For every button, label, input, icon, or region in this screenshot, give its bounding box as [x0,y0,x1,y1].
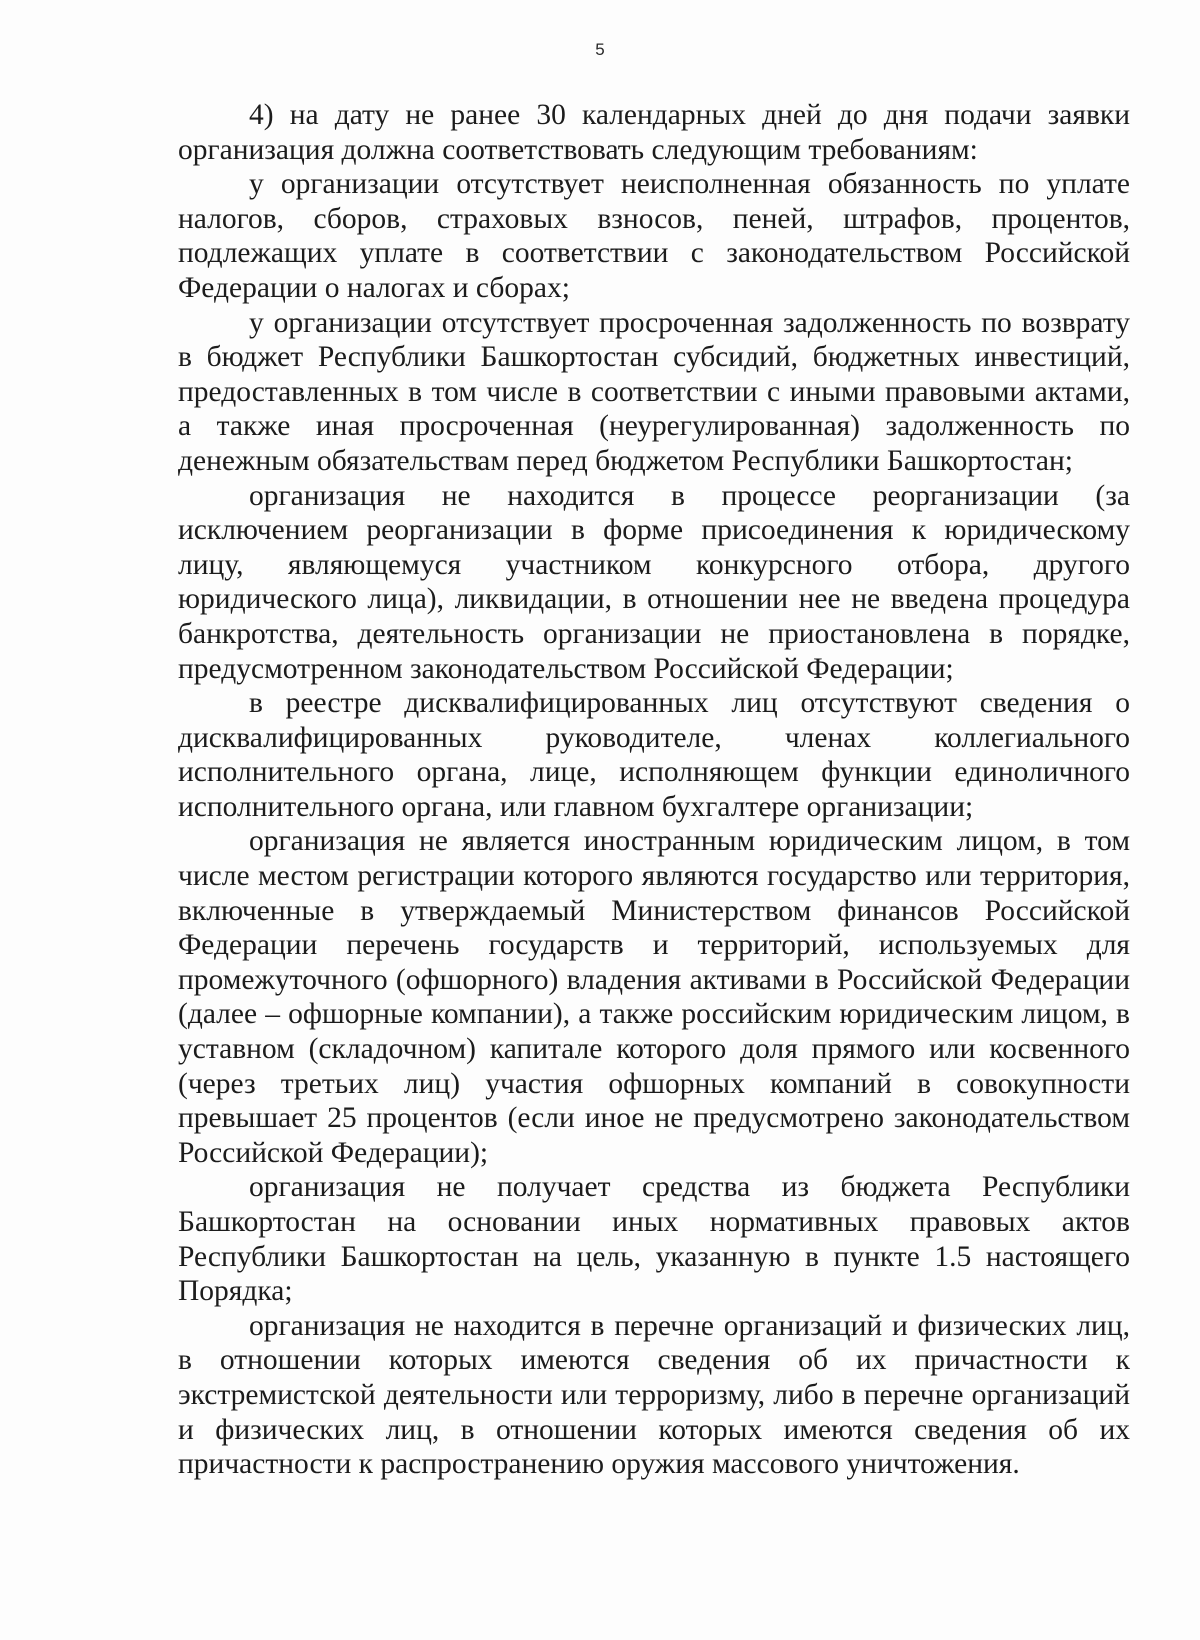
paragraph-tax-obligations: у организации отсутствует неисполненная обязанность по уплате налогов, сборов, страховых взносов, пеней, штрафов, процентов, подлежащих уплате в соответствии с законодательством Российской Федерации о налогах и сборах; [178,168,1130,304]
paragraph-extremism-list: организация не находится в перечне организаций и физических лиц, в отношении которых имеются сведения об их причастности к экстремистской деятельности или терроризму, либо в перечне организаций и физических лиц, в отношении которых имеются сведения об их причастности к распространению оружия массового уничтожения. [178,1309,1130,1481]
page-number: 5 [595,40,605,59]
paragraph-item-4: 4) на дату не ранее 30 календарных дней до дня подачи заявки организация должна соответствовать следующим требованиям: [178,99,1130,166]
paragraph-disqualified-persons: в реестре дисквалифицированных лиц отсутствуют сведения о дисквалифицированных руководителе, членах коллегиального исполнительного органа, лице, исполняющем функции единоличного исполнительного органа, или главном бухгалтере организации; [178,687,1130,823]
paragraph-other-funds: организация не получает средства из бюджета Республики Башкортостан на основании иных нормативных правовых актов Республики Башкортостан на цель, указанную в пункте 1.5 настоящего Порядка; [178,1171,1130,1308]
paragraph-offshore: организация не является иностранным юридическим лицом, в том числе местом регистрации которого являются государство или территория, включенные в утверждаемый Министерством финансов Российской Федерации перечень государств и территорий, используемых для промежуточного (офшорного) владения активами в Российской Федерации (далее – офшорные компании), а также российским юридическим лицом, в уставном (складочном) капитале которого доля прямого или косвенного (через третьих лиц) участия офшорных компаний в совокупности превышает 25 процентов (если иное не предусмотрено законодательством Российской Федерации); [178,825,1130,1169]
paragraph-budget-debt: у организации отсутствует просроченная задолженность по возврату в бюджет Республики Башкортостан субсидий, бюджетных инвестиций, предоставленных в том числе в соответствии с иными правовыми актами, а также иная просроченная (неурегулированная) задолженность по денежным обязательствам перед бюджетом Республики Башкортостан; [178,306,1130,477]
paragraph-reorganization: организация не находится в процессе реорганизации (за исключением реорганизации в форме присоединения к юридическому лицу, являющемуся участником конкурсного отбора, другого юридического лица), ликвидации, в отношении нее не введена процедура банкротства, деятельность организации не приостановлена в порядке, предусмотренном законодательством Российской Федерации; [178,479,1130,685]
document-body [178,98,1130,1482]
